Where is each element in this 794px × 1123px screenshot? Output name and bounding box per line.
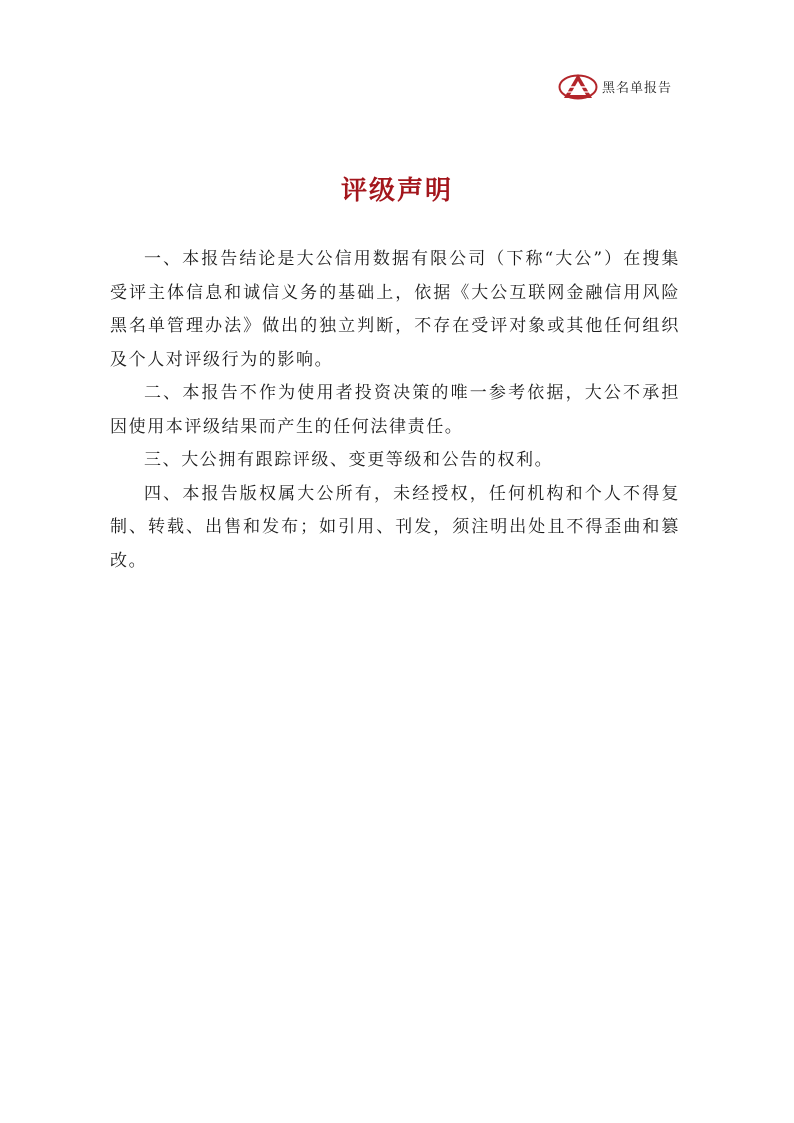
statement-paragraph-2: 二、本报告不作为使用者投资决策的唯一参考依据，大公不承担因使用本评级结果而产生的任何法律责任。	[110, 383, 680, 437]
statement-paragraph-4: 四、本报告版权属大公所有，未经授权，任何机构和个人不得复制、转载、出售和发布；如引用、刊发，须注明出处且不得歪曲和篡改。	[110, 483, 680, 571]
statement-paragraph-3: 三、大公拥有跟踪评级、变更等级和公告的权利。	[144, 450, 554, 470]
page-header	[558, 72, 672, 100]
statement-body	[110, 243, 680, 578]
statement-paragraph-1: 一、本报告结论是大公信用数据有限公司（下称“大公”）在搜集受评主体信息和诚信义务的基础上，依据《大公互联网金融信用风险黑名单管理办法》做出的独立判断，不存在受评对象或其他任何组织及个人对评级行为的影响。	[110, 249, 680, 370]
page-title: 评级声明	[340, 176, 453, 206]
header-title: 黑名单报告	[601, 80, 672, 96]
company-logo-icon	[558, 72, 598, 100]
